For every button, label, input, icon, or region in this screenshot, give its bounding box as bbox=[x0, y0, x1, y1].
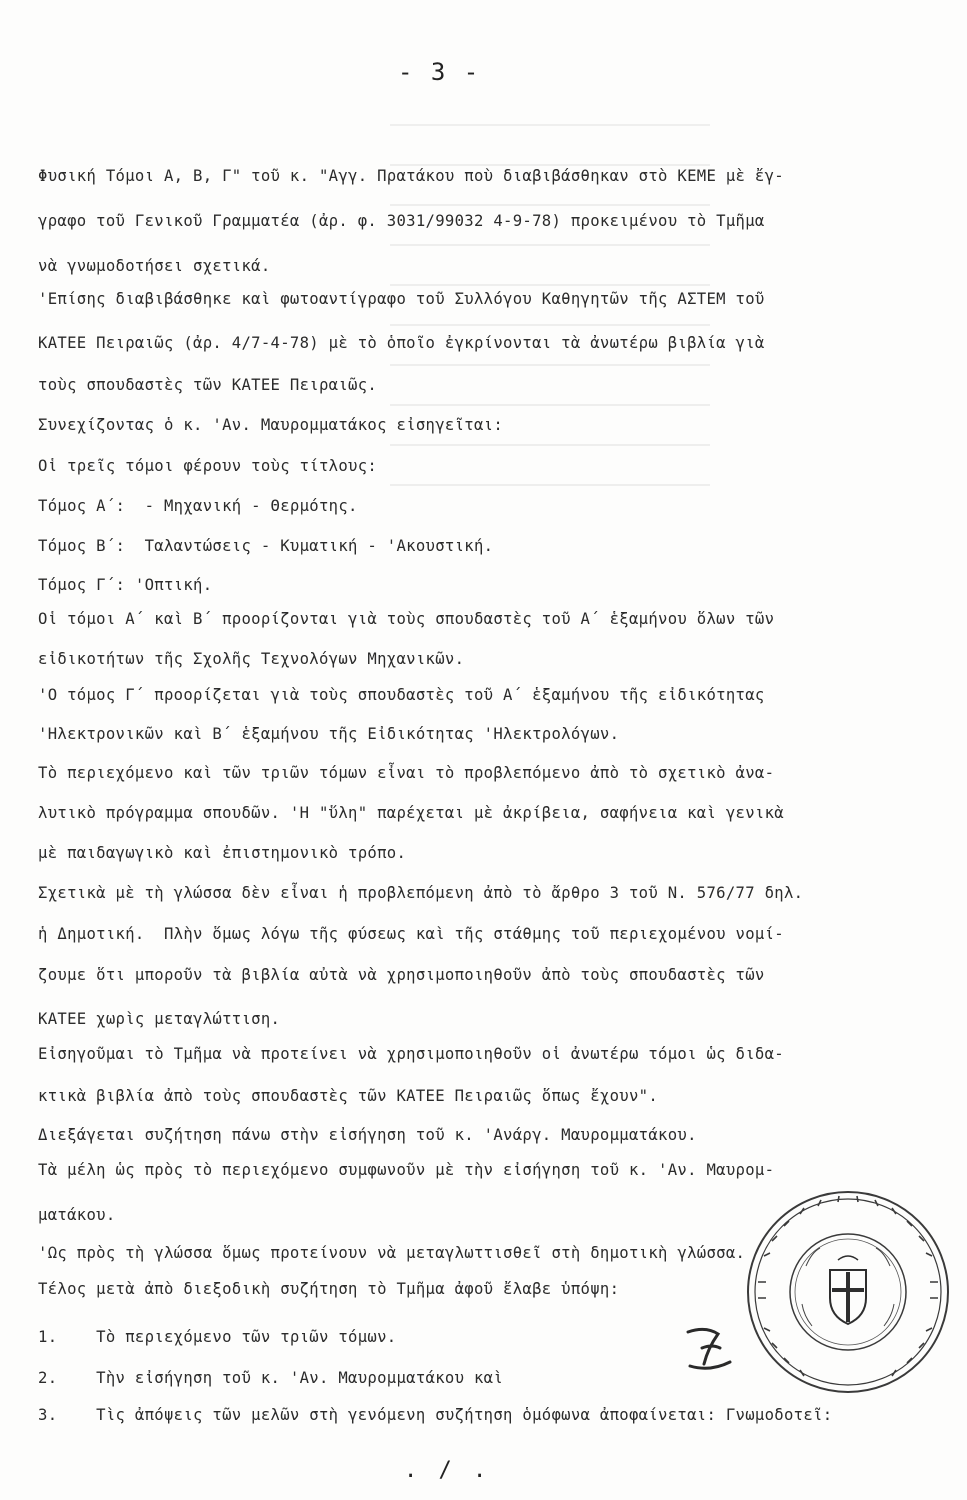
text-line-22: ΚΑΤΕΕ χωρὶς μεταγλώττιση. bbox=[38, 1010, 281, 1028]
text-line-32: 3. Τὶς ἀπόψεις τῶν μελῶν στὴ γενόμενη συζήτηση ὁμόφωνα ἀποφαίνεται: Γνωμοδοτεῖ: bbox=[38, 1406, 833, 1424]
text-line-11: Τόμος Γ΄: 'Οπτική. bbox=[38, 576, 213, 594]
text-line-16: Τὸ περιεχόμενο καὶ τῶν τριῶν τόμων εἶναι τὸ προβλεπόμενο ἀπὸ τὸ σχετικὸ ἀνα- bbox=[38, 764, 775, 782]
text-line-17: λυτικὸ πρόγραμμα σπουδῶν. 'Η "ὕλη" παρέχεται μὲ ἀκρίβεια, σαφήνεια καὶ γενικὰ bbox=[38, 804, 784, 822]
text-line-7: Συνεχίζοντας ὁ κ. 'Αν. Μαυρομματάκος εἰσηγεῖται: bbox=[38, 416, 504, 434]
text-line-19: Σχετικὰ μὲ τὴ γλώσσα δὲν εἶναι ἡ προβλεπόμενη ἀπὸ τὸ ἄρθρο 3 τοῦ Ν. 576/77 δηλ. bbox=[38, 884, 804, 902]
continuation-marker: . / . bbox=[404, 1458, 491, 1483]
text-line-4: 'Επίσης διαβιβάσθηκε καὶ φωτοαντίγραφο τοῦ Συλλόγου Καθηγητῶν τῆς ΑΣΤΕΜ τοῦ bbox=[38, 290, 765, 308]
text-line-9: Τόμος Α΄: - Μηχανική - Θερμότης. bbox=[38, 497, 358, 515]
text-line-13: εἰδικοτήτων τῆς Σχολῆς Τεχνολόγων Μηχανικῶν. bbox=[38, 650, 465, 668]
text-line-26: Τὰ μέλη ὡς πρὸς τὸ περιεχόμενο συμφωνοῦν μὲ τὴν εἰσήγηση τοῦ κ. 'Αν. Μαυρομ- bbox=[38, 1161, 775, 1179]
text-line-23: Εἰσηγοῦμαι τὸ Τμῆμα νὰ προτείνει νὰ χρησιμοποιηθοῦν οἱ ἀνωτέρω τόμοι ὡς διδα- bbox=[38, 1045, 784, 1063]
text-line-27: ματάκου. bbox=[38, 1206, 116, 1224]
text-line-28: 'Ως πρὸς τὴ γλώσσα ὅμως προτείνουν νὰ μεταγλωττισθεῖ στὴ δημοτικὴ γλώσσα. bbox=[38, 1244, 746, 1262]
text-line-3: νὰ γνωμοδοτήσει σχετικά. bbox=[38, 257, 271, 275]
text-line-21: ζουμε ὅτι μποροῦν τὰ βιβλία αὐτὰ νὰ χρησιμοποιηθοῦν ἀπὸ τοὺς σπουδαστὲς τῶν bbox=[38, 966, 765, 984]
text-line-29: Τέλος μετὰ ἀπὸ διεξοδικὴ συζήτηση τὸ Τμῆμα ἀφοῦ ἔλαβε ὑπόψη: bbox=[38, 1280, 620, 1298]
handwritten-signature bbox=[680, 1322, 740, 1382]
text-line-15: 'Ηλεκτρονικῶν καὶ Β΄ ἑξαμήνου τῆς Εἰδικότητας 'Ηλεκτρολόγων. bbox=[38, 725, 620, 743]
text-line-18: μὲ παιδαγωγικὸ καὶ ἐπιστημονικὸ τρόπο. bbox=[38, 844, 407, 862]
text-line-24: κτικὰ βιβλία ἀπὸ τοὺς σπουδαστὲς τῶν ΚΑΤΕΕ Πειραιῶς ὅπως ἔχουν". bbox=[38, 1087, 659, 1105]
text-line-8: Οἱ τρεῖς τόμοι φέρουν τοὺς τίτλους: bbox=[38, 457, 378, 475]
text-line-14: 'Ο τόμος Γ΄ προορίζεται γιὰ τοὺς σπουδαστὲς τοῦ Α΄ ἑξαμήνου τῆς εἰδικότητας bbox=[38, 686, 765, 704]
text-line-12: Οἱ τόμοι Α΄ καὶ Β΄ προορίζονται γιὰ τοὺς σπουδαστὲς τοῦ Α΄ ἑξαμήνου ὅλων τῶν bbox=[38, 610, 775, 628]
text-line-30: 1. Τὸ περιεχόμενο τῶν τριῶν τόμων. bbox=[38, 1328, 397, 1346]
page-number: - 3 - bbox=[398, 58, 481, 86]
text-line-20: ἡ Δημοτική. Πλὴν ὅμως λόγω τῆς φύσεως καὶ τῆς στάθμης τοῦ περιεχομένου νομί- bbox=[38, 925, 784, 943]
text-line-25: Διεξάγεται συζήτηση πάνω στὴν εἰσήγηση τοῦ κ. 'Ανάργ. Μαυρομματάκου. bbox=[38, 1126, 697, 1144]
text-line-5: ΚΑΤΕΕ Πειραιῶς (ἀρ. 4/7-4-78) μὲ τὸ ὁποῖο ἐγκρίνονται τὰ ἀνωτέρω βιβλία γιὰ bbox=[38, 334, 765, 352]
official-seal-stamp bbox=[742, 1186, 954, 1398]
text-line-10: Τόμος Β΄: Ταλαντώσεις - Κυματική - 'Ακουστική. bbox=[38, 537, 494, 555]
text-line-31: 2. Τὴν εἰσήγηση τοῦ κ. 'Αν. Μαυρομματάκου καὶ bbox=[38, 1369, 504, 1387]
text-line-2: γραφο τοῦ Γενικοῦ Γραμματέα (ἀρ. φ. 3031/99032 4-9-78) προκειμένου τὸ Τμῆμα bbox=[38, 212, 765, 230]
text-line-6: τοὺς σπουδαστὲς τῶν ΚΑΤΕΕ Πειραιῶς. bbox=[38, 376, 378, 394]
text-line-1: Φυσική Τόμοι Α, Β, Γ" τοῦ κ. "Αγγ. Πρατάκου ποὺ διαβιβάσθηκαν στὸ ΚΕΜΕ μὲ ἔγ- bbox=[38, 167, 784, 185]
